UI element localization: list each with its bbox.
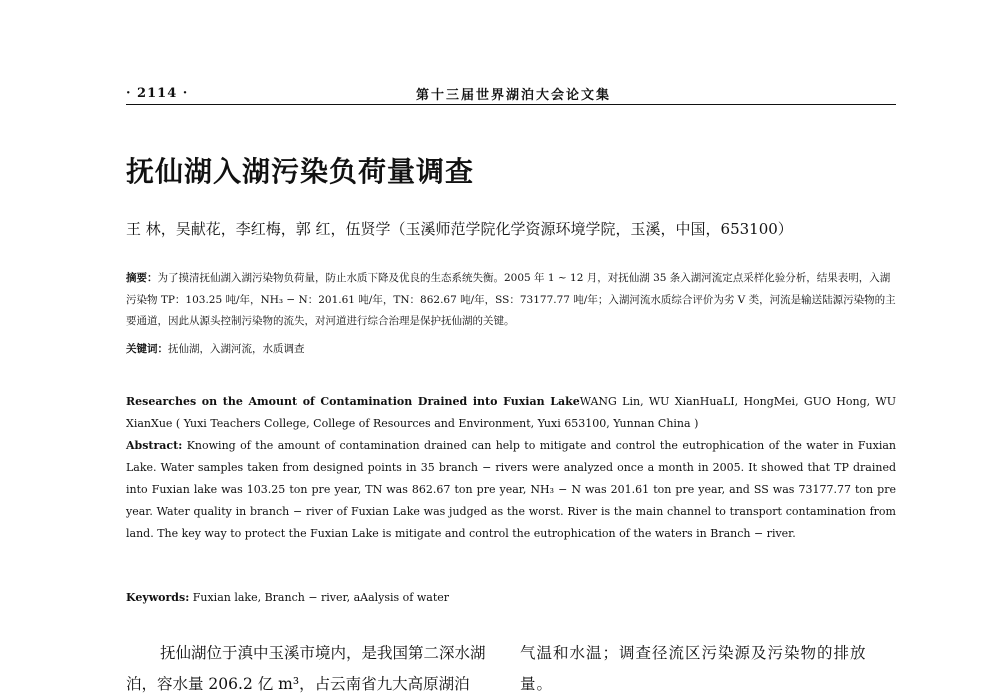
chinese-abstract <box>126 268 896 333</box>
english-authors: WANG Lin, WU XianHuaLI, HongMei, GUO Hong, WU XianXue <box>126 395 896 430</box>
chinese-keywords-text: 抚仙湖，入湖河流，水质调查 <box>168 343 305 355</box>
chinese-authors: 王 林，吴献花，李红梅，郭 红，伍贤学（玉溪师范学院化学资源环境学院，玉溪，中国，653100） <box>126 220 793 238</box>
english-abstract-block <box>126 391 896 545</box>
english-keywords-label: Keywords: <box>126 591 190 604</box>
header-rule <box>126 104 896 105</box>
english-affiliation: ( Yuxi Teachers College, College of Resources and Environment, Yuxi 653100, Yunnan China ) <box>175 417 699 430</box>
english-abstract-label: Abstract: <box>126 439 183 452</box>
chinese-title: 抚仙湖入湖污染负荷量调查 <box>126 155 475 188</box>
chinese-keywords <box>126 339 896 360</box>
page-number: · 2114 · <box>126 86 189 101</box>
english-keywords <box>126 587 896 609</box>
body-text-right-column: 气温和水温；调查径流区污染源及污染物的排放量。 <box>520 644 867 693</box>
running-header <box>126 78 896 108</box>
english-title: Researches on the Amount of Contamination Drained into Fuxian Lake <box>126 395 580 408</box>
english-abstract <box>126 435 896 545</box>
english-title-line <box>126 391 896 435</box>
english-keywords-text: Fuxian lake, Branch − river, aAalysis of water <box>192 591 450 604</box>
body-text-left-column: 抚仙湖位于滇中玉溪市境内，是我国第二深水湖泊，容水量 206.2 亿 m³，占云南省九大高原湖泊 <box>126 644 486 693</box>
chinese-abstract-label: 摘要： <box>126 272 158 284</box>
proceedings-title: 第十三届世界湖泊大会论文集 <box>416 88 612 103</box>
english-abstract-text: Knowing of the amount of contamination drained can help to mitigate and control the eutrophication of the water in Fuxian Lake. Water samples taken from designed points in 35 branch − rivers were analyzed once a month in 2005. It showed that TP drained into Fuxian lake was 103.25 ton pre year, TN was 862.67 ton pre year, NH₃ − N was 201.61 ton pre year, and SS was 73177.77 ton pre year. Water quality in branch − river of Fuxian Lake was judged as the worst. River is the main channel to transport contamination from land. The key way to protect the Fuxian Lake is mitigate and control the eutrophication of the waters in Branch − river. <box>126 439 896 540</box>
chinese-abstract-text: 为了摸清抚仙湖入湖污染物负荷量，防止水质下降及优良的生态系统失衡。2005 年 1 ~ 12 月，对抚仙湖 35 条入湖河流定点采样化验分析，结果表明，入湖污染物 TP：103.25 吨/年，NH₃ − N：201.61 吨/年，TN：862.67 吨/年，SS：73177.77 吨/年；入湖河流水质综合评价为劣 V 类，河流是输送陆源污染物的主要通道，因此从源头控制污染物的流失，对河道进行综合治理是保护抚仙湖的关键。 <box>126 272 896 327</box>
chinese-keywords-label: 关键词： <box>126 343 168 355</box>
